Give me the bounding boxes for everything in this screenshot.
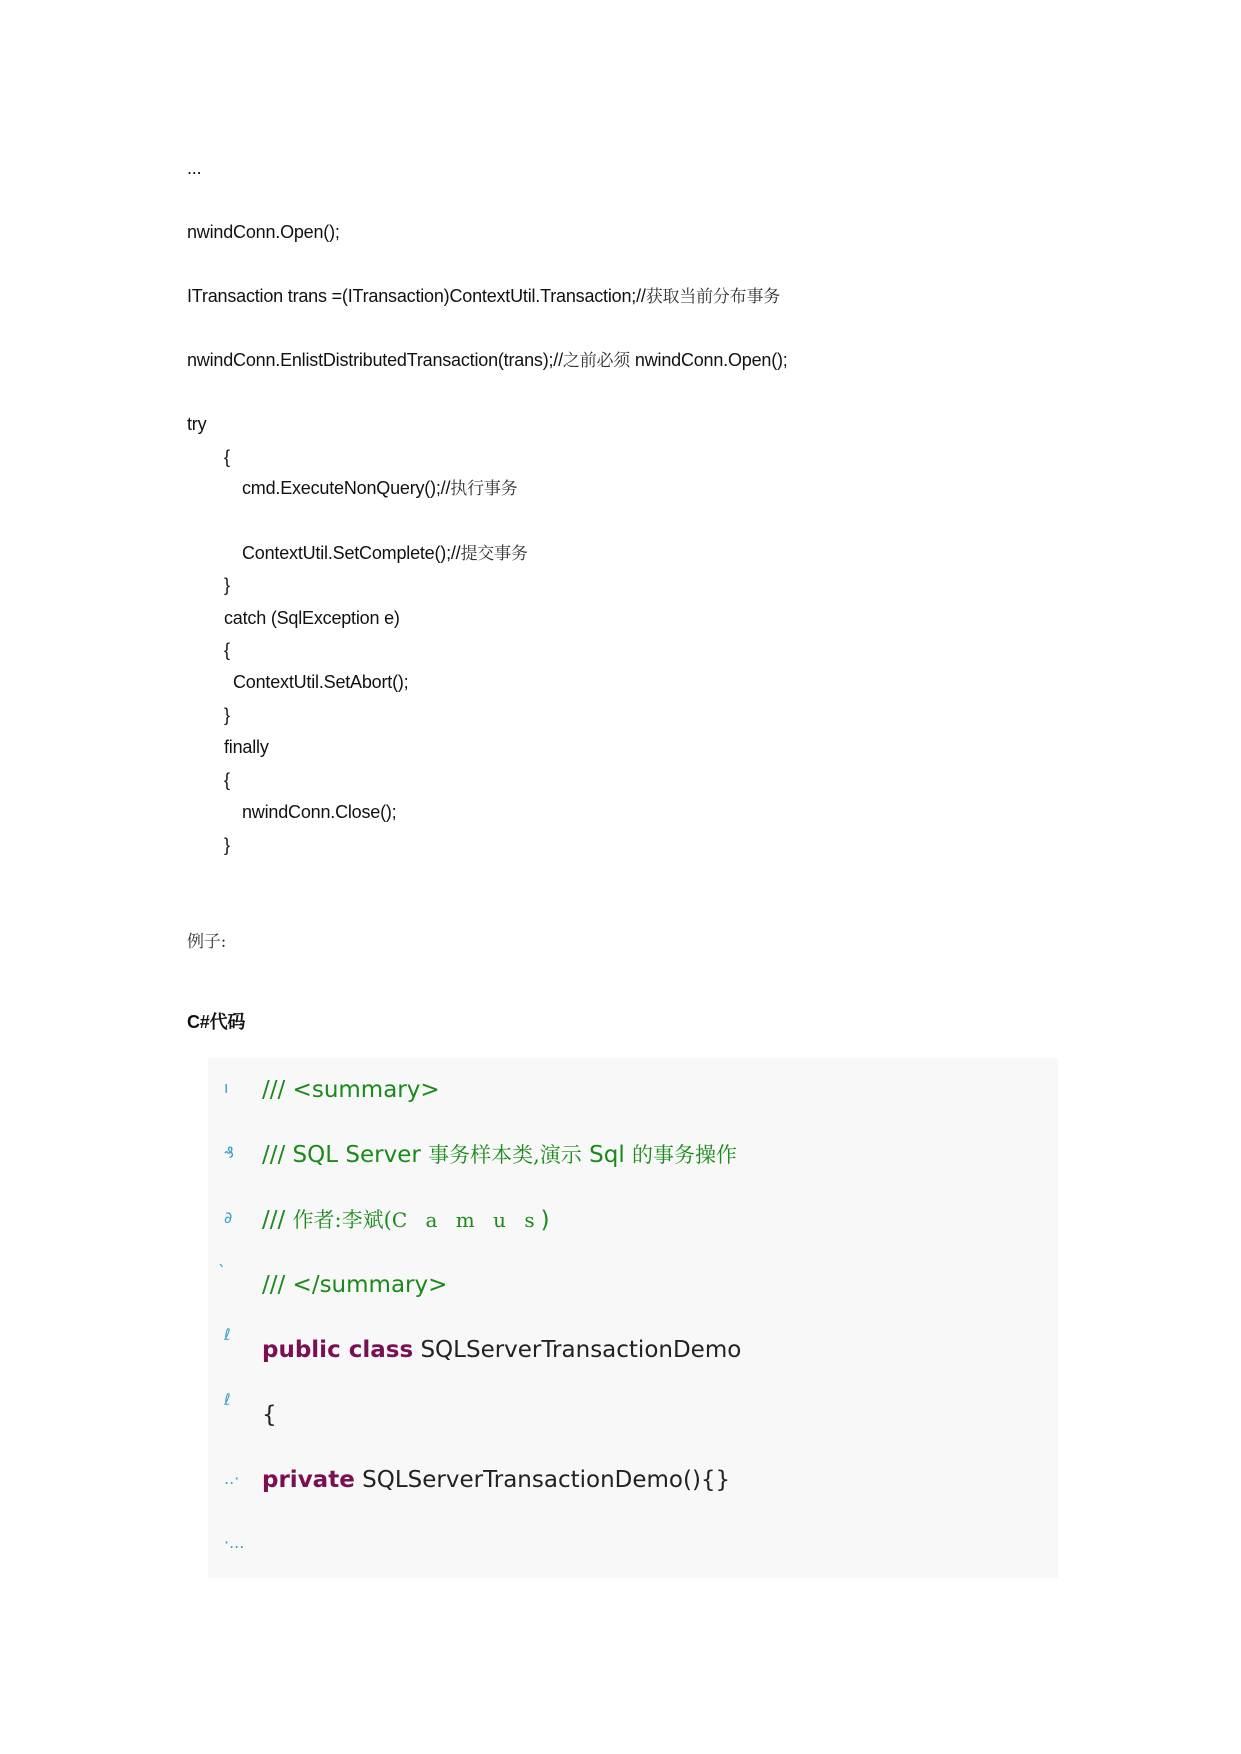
enlist-comment: 之前必须	[562, 351, 631, 371]
try-brace-close: }	[224, 575, 230, 595]
complete-comment: 提交事务	[460, 544, 528, 564]
finally-brace-open: {	[224, 770, 230, 790]
line-marker-7: ..·	[224, 1469, 240, 1488]
try-keyword: try	[187, 414, 207, 434]
description-zh-1: 事务样本类,演示	[428, 1143, 582, 1167]
code-line-description	[262, 1140, 737, 1170]
line-marker-5: ℓ	[224, 1325, 231, 1344]
line-marker-2: ₰	[224, 1143, 235, 1162]
line-marker-1: ı	[224, 1078, 229, 1097]
author-zh: 作者:李斌(	[292, 1208, 392, 1232]
constructor-keyword: private	[262, 1467, 355, 1493]
code-line-summary-open: /// <summary>	[262, 1077, 440, 1103]
class-name: SQLServerTransactionDemo	[413, 1337, 742, 1363]
description-zh-2: 的事务操作	[632, 1143, 738, 1167]
execute-comment: 执行事务	[450, 479, 518, 499]
line-marker-4: `	[218, 1262, 226, 1281]
try-brace-open: {	[224, 447, 230, 467]
line-marker-8: ·...	[224, 1533, 245, 1552]
description-prefix: /// SQL Server	[262, 1142, 429, 1168]
code-line-class-declaration	[262, 1335, 741, 1365]
code-line-constructor	[262, 1465, 730, 1495]
code-line-summary-close: /// </summary>	[262, 1272, 448, 1298]
catch-brace-open: {	[224, 640, 230, 660]
line-marker-6: ℓ	[224, 1390, 231, 1409]
enlist-code: nwindConn.EnlistDistributedTransaction(trans);//	[187, 350, 563, 370]
transaction-comment: 获取当前分布事务	[645, 287, 781, 307]
code-heading: C#代码	[187, 1012, 246, 1032]
code-line-brace: {	[262, 1402, 277, 1428]
complete-line	[242, 541, 528, 566]
abort-line: ContextUtil.SetAbort();	[233, 672, 409, 692]
catch-brace-close: }	[224, 705, 230, 725]
enlist-tail: nwindConn.Open();	[630, 350, 788, 370]
transaction-line	[187, 284, 780, 309]
line-marker-3: ∂	[224, 1208, 233, 1227]
close-line: nwindConn.Close();	[242, 802, 397, 822]
code-block	[208, 1058, 1058, 1578]
description-sql: Sql	[581, 1142, 633, 1168]
enlist-line	[187, 348, 788, 373]
open-connection-line: nwindConn.Open();	[187, 222, 340, 242]
execute-code: cmd.ExecuteNonQuery();//	[242, 478, 451, 498]
author-name: C a m u s	[391, 1208, 541, 1232]
complete-code: ContextUtil.SetComplete();//	[242, 543, 461, 563]
execute-line	[242, 476, 517, 501]
finally-line: finally	[224, 737, 269, 757]
example-label: 例子:	[187, 932, 227, 952]
finally-brace-close: }	[224, 835, 230, 855]
ellipsis: ...	[187, 158, 202, 178]
catch-line: catch (SqlException e)	[224, 608, 400, 628]
author-prefix: ///	[262, 1207, 293, 1233]
transaction-code: ITransaction trans =(ITransaction)ContextUtil.Transaction;//	[187, 286, 646, 306]
author-close: )	[540, 1207, 550, 1233]
code-line-author	[262, 1205, 550, 1235]
constructor-signature: SQLServerTransactionDemo(){}	[354, 1467, 731, 1493]
class-keywords: public class	[262, 1337, 414, 1363]
